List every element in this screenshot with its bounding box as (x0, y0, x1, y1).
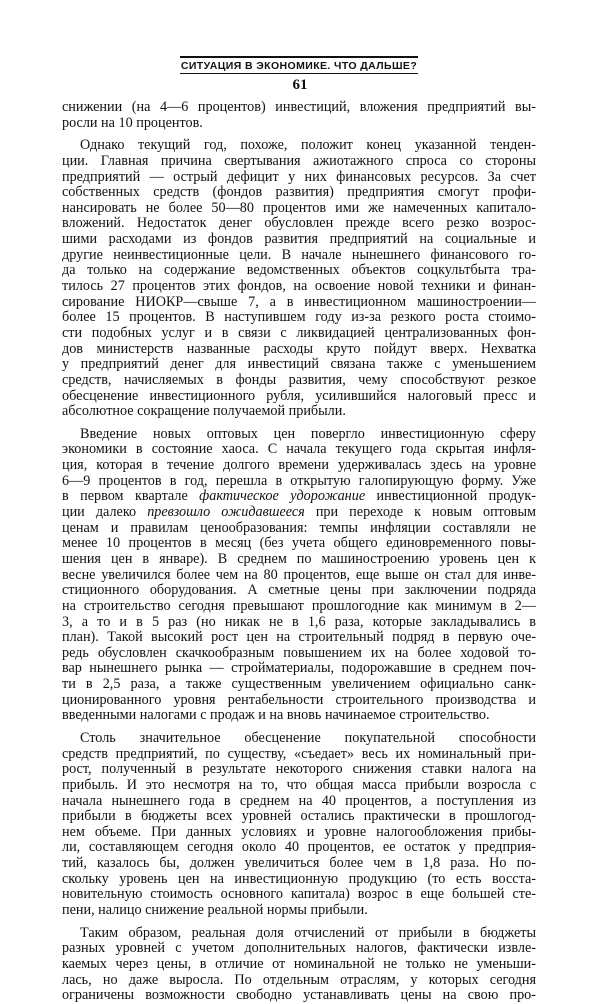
text-line: нем объеме. При данных условиях и уровне налогообложения прибы- (62, 823, 536, 840)
text-line: ли, составляющем сегодня около 40 процентов, ее остаток у предприя- (62, 839, 536, 856)
text-line: в первом квартале фактическое удорожание инвестиционной продук- (62, 488, 536, 505)
text-line: скольку уровень цен на инвестиционную продукцию (то есть восста- (62, 870, 536, 887)
text-line: весне увеличился более чем на 80 процентов, еще выше он стал для инве- (62, 566, 536, 583)
text-line: ценам и правилам ценообразования: темпы инфляции составляли не (62, 519, 536, 536)
text-line: ции далеко превзошло ожидавшееся при переходе к новым оптовым (62, 504, 536, 521)
text-line: у предприятий денег для инвестиций связана также с уменьшением (62, 356, 536, 373)
text-line: редь обусловлен скачкообразным повышением их на более ходовой то- (62, 644, 536, 661)
paragraph-1 (62, 100, 536, 131)
text-line: введенными налогами с продаж и на вновь начинаемое строительство. (62, 707, 490, 724)
text-line: на строительство сегодня превышают прошлогодние как минимум в 2— (62, 597, 536, 614)
text-line: ционированного уровня рентабельности строительного производства и (62, 691, 536, 708)
text-line: шения цен в январе). В среднем по машиностроению уровень цен к (62, 550, 536, 567)
text-line: дов министерств названные расходы круто пойдут вверх. Нехватка (62, 340, 536, 357)
paragraph-3 (62, 427, 536, 724)
text-line: рост, полученный в результате некоторого снижения ставки налога на (62, 761, 536, 778)
text-line: план). Такой высокий рост цен на строительный подряд в первую оче- (62, 629, 536, 646)
text-line: снижении (на 4—6 процентов) инвестиций, вложения предприятий вы- (62, 99, 536, 115)
text-line: сирование НИОКР—свыше 7, а в инвестиционном машиностроении— (62, 293, 536, 310)
text-line: новительную стоимость основного капитала) возрос в еще большей сте- (62, 886, 536, 903)
text-line: тий, казалось бы, должен увеличиться более чем в 1,8 раза. Но по- (62, 855, 536, 872)
text-line: вар нынешнего рынка — стройматериалы, подорожавшие в среднем поч- (62, 660, 536, 677)
text-line: абсолютное сокращение получаемой прибыли. (62, 403, 346, 420)
text-line: каемых через цены, в отличие от номинальной не только не уменьши- (62, 955, 536, 972)
text-line: начала нынешнего года в среднем на 40 процентов, а поступления из (62, 792, 536, 809)
text-line: вложений. Недостаток денег обусловлен прежде всего резко возрос- (62, 215, 536, 232)
page-number: 61 (292, 77, 308, 93)
text-line: лась, но даже выросла. По отдельным отраслям, у которых сегодня (62, 971, 536, 988)
text-line: предприятий — острый дефицит у них финансовых ресурсов. За счет (62, 168, 536, 185)
text-line: 6—9 процентов в год, перешла в открытую галопирующую форму. Уже (62, 472, 536, 489)
text-line: 3, а то и в 5 раз (но никак не в 1,6 раза, которые закладывались в (62, 613, 536, 630)
text-line: экономики в состояние хаоса. С начала текущего года скрытая инфля- (62, 441, 536, 458)
text-line: сти подобных услуг и в связи с ликвидацией централизованных фон- (62, 324, 536, 341)
text-line: шими расходами из фондов развития предприятий на социальные и (62, 231, 536, 248)
text-line: средств, начисляемых в фонды развития, чему способствуют резкое (62, 371, 536, 388)
paragraph-2 (62, 138, 536, 420)
text-line: стиционного оборудования. А сметные цены при заключении подряда (62, 582, 536, 599)
text-line: другие неинвестиционные цели. В начале нынешнего финансового го- (62, 246, 536, 263)
paragraph-4 (62, 731, 536, 919)
text-line: менее 10 процентов в месяц (без учета общего единовременного повы- (62, 535, 536, 552)
text-line: собственных средств (фондов развития) предприятия смогут профи- (62, 184, 536, 201)
text-line: ти в 2,5 раза, а также существенным увеличением официально санк- (62, 676, 536, 693)
text-line: Таким образом, реальная доля отчислений от прибыли в бюджеты (80, 924, 536, 941)
text-line: да только на содержание ведомственных объектов соцкультбыта тра- (62, 262, 536, 279)
text-line: Введение новых оптовых цен повергло инвестиционную сферу (80, 425, 536, 442)
text-line: средств предприятий, по существу, «съедает» весь их номинальный при- (62, 745, 536, 762)
text-line: Столь значительное обесценение покупательной способности (80, 729, 536, 746)
text-line: прибыли в бюджеты всех уровней остались практически в прошлогод- (62, 808, 536, 825)
text-line: прибыль. И это несмотря на то, что общая масса прибыли возросла с (62, 776, 536, 793)
text-line: пени, налицо снижение реальной нормы прибыли. (62, 902, 368, 919)
text-line: нансировать не более 50—80 процентов ими же намеченных капитало- (62, 199, 536, 216)
text-line: тилось 27 процентов этих фондов, на освоение новой техники и финан- (62, 278, 536, 295)
text-line: ция, которая в течение долгого времени удерживалась здесь на уровне (62, 457, 536, 474)
text-line: ции. Главная причина свертывания ажиотажного спроса со стороны (62, 152, 536, 169)
body-text (62, 100, 536, 1004)
text-line: Однако текущий год, похоже, положит конец указанной тенден- (80, 137, 536, 154)
text-line: ограничены возможности свободно устанавливать цены на свою про- (62, 987, 536, 1004)
text-line: обесценение инвестиционного рубля, усилившийся налоговый пресс и (62, 387, 536, 404)
paragraph-5 (62, 926, 536, 1004)
text-line: росли на 10 процентов. (62, 114, 203, 131)
running-title: СИТУАЦИЯ В ЭКОНОМИКЕ. ЧТО ДАЛЬШЕ? (180, 56, 418, 74)
text-line: разных уровней с учетом дополнительных налогов, фактически извле- (62, 940, 536, 957)
text-line: более 15 процентов. В наступившем году из-за резкого роста стоимо- (62, 309, 536, 326)
